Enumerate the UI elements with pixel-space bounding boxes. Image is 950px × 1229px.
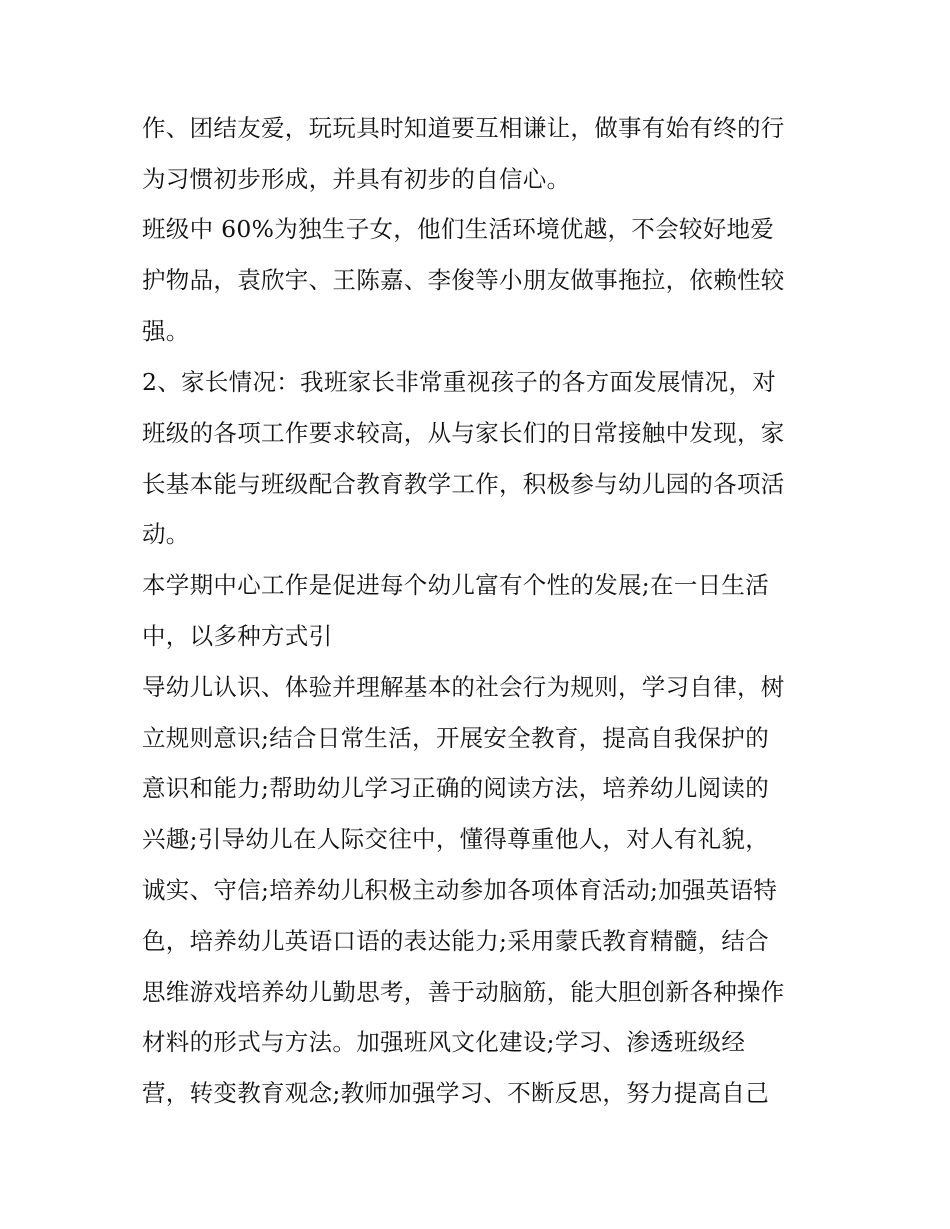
text-line: 意识和能力;帮助幼儿学习正确的阅读方法，培养幼儿阅读的 <box>142 774 770 802</box>
text-line: 护物品，袁欣宇、王陈嘉、李俊等小朋友做事拖拉，依赖性较 <box>142 266 785 294</box>
text-line: 诚实、守信;培养幼儿积极主动参加各项体育活动;加强英语特 <box>142 876 778 904</box>
text-line: 长基本能与班级配合教育教学工作，积极参与幼儿园的各项活 <box>142 470 785 498</box>
text-line: 2、家长情况：我班家长非常重视孩子的各方面发展情况，对 <box>142 368 777 396</box>
text-line: 为习惯初步形成，并具有初步的自信心。 <box>142 165 571 193</box>
text-line: 色，培养幼儿英语口语的表达能力;采用蒙氏教育精髓，结合 <box>142 927 770 955</box>
text-line: 本学期中心工作是促进每个幼儿富有个性的发展;在一日生活 <box>142 571 770 599</box>
text-line: 思维游戏培养幼儿勤思考，善于动脑筋，能大胆创新各种操作 <box>142 978 785 1006</box>
text-line: 动。 <box>142 520 190 548</box>
text-line: 中，以多种方式引 <box>142 622 333 650</box>
text-line: 强。 <box>142 317 190 345</box>
text-line: 作、团结友爱，玩玩具时知道要互相谦让，做事有始有终的行 <box>142 114 785 142</box>
text-line: 导幼儿认识、体验并理解基本的社会行为规则，学习自律，树 <box>142 673 785 701</box>
text-line: 兴趣;引导幼儿在人际交往中，懂得尊重他人，对人有礼貌， <box>142 825 770 853</box>
text-line: 立规则意识;结合日常生活，开展安全教育，提高自我保护的 <box>142 724 770 752</box>
text-line: 材料的形式与方法。加强班风文化建设;学习、渗透班级经 <box>142 1028 746 1056</box>
text-line: 班级中 60%为独生子女，他们生活环境优越，不会较好地爱 <box>142 215 775 243</box>
text-line: 班级的各项工作要求较高，从与家长们的日常接触中发现，家 <box>142 419 785 447</box>
text-line: 营，转变教育观念;教师加强学习、不断反思，努力提高自己 <box>142 1079 770 1107</box>
